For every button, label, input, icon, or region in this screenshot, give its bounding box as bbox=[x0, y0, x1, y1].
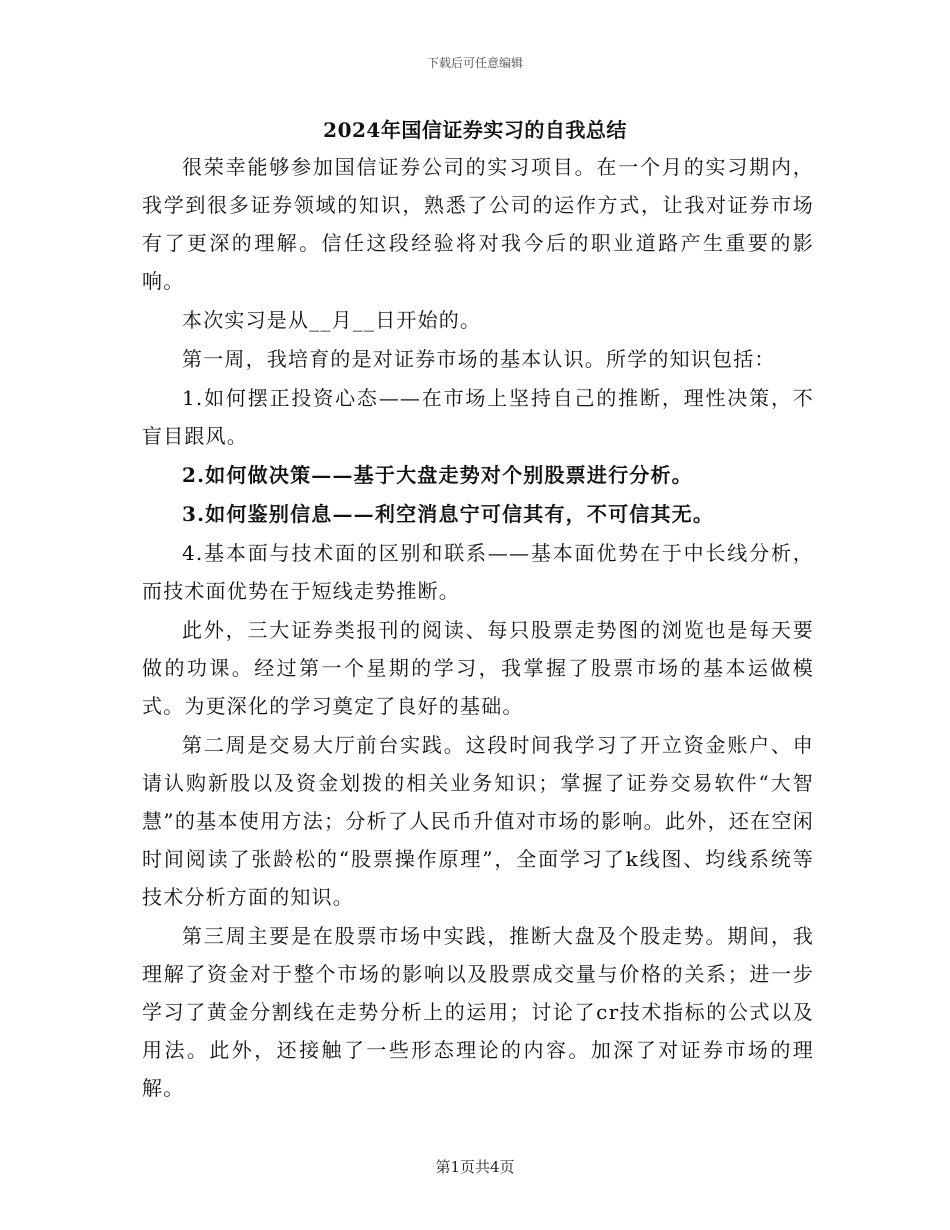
list-item-3: 3.如何鉴别信息——利空消息宁可信其有，不可信其无。 bbox=[182, 502, 715, 526]
paragraph-week-three: 第三周主要是在股票市场中实践，推断大盘及个股走势。期间，我理解了资金对于整个市场的影响以及股票成交量与价格的关系；进一步学习了黄金分割线在走势分析上的运用；讨论了cr技术指标的公式以及用法。此外，还接触了一些形态理论的内容。加深了对证券市场的理解。 bbox=[142, 924, 814, 1100]
paragraph-week-two: 第二周是交易大厅前台实践。这段时间我学习了开立资金账户、申请认购新股以及资金划拨的相关业务知识；掌握了证券交易软件“大智慧”的基本使用方法；分析了人民币升值对市场的影响。此外，还在空闲时间阅读了张龄松的“股票操作原理”，全面学习了k线图、均线系统等技术分析方面的知识。 bbox=[142, 733, 814, 909]
document-body bbox=[142, 148, 814, 1108]
paragraph-daily-work: 此外，三大证券类报刊的阅读、每只股票走势图的浏览也是每天要做的功课。经过第一个星期的学习，我掌握了股票市场的基本运做模式。为更深化的学习奠定了良好的基础。 bbox=[142, 618, 814, 718]
list-item-4: 4.基本面与技术面的区别和联系——基本面优势在于中长线分析，而技术面优势在于短线走势推断。 bbox=[142, 541, 814, 603]
paragraph-start-date: 本次实习是从__月__日开始的。 bbox=[182, 308, 482, 332]
paragraph-intro: 很荣幸能够参加国信证券公司的实习项目。在一个月的实习期内，我学到很多证券领域的知识，熟悉了公司的运作方式，让我对证券市场有了更深的理解。信任这段经验将对我今后的职业道路产生重要的影响。 bbox=[142, 155, 814, 293]
list-item-2: 2.如何做决策——基于大盘走势对个别股票进行分析。 bbox=[182, 463, 693, 487]
paragraph-week-one: 第一周，我培育的是对证券市场的基本认识。所学的知识包括： bbox=[182, 347, 776, 371]
document-title: 2024年国信证券实习的自我总结 bbox=[323, 118, 627, 142]
list-item-1: 1.如何摆正投资心态——在市场上坚持自己的推断，理性决策，不盲目跟风。 bbox=[142, 386, 814, 448]
header-note: 下载后可任意编辑 bbox=[426, 56, 523, 70]
page-footer: 第1页共4页 bbox=[435, 1158, 515, 1176]
